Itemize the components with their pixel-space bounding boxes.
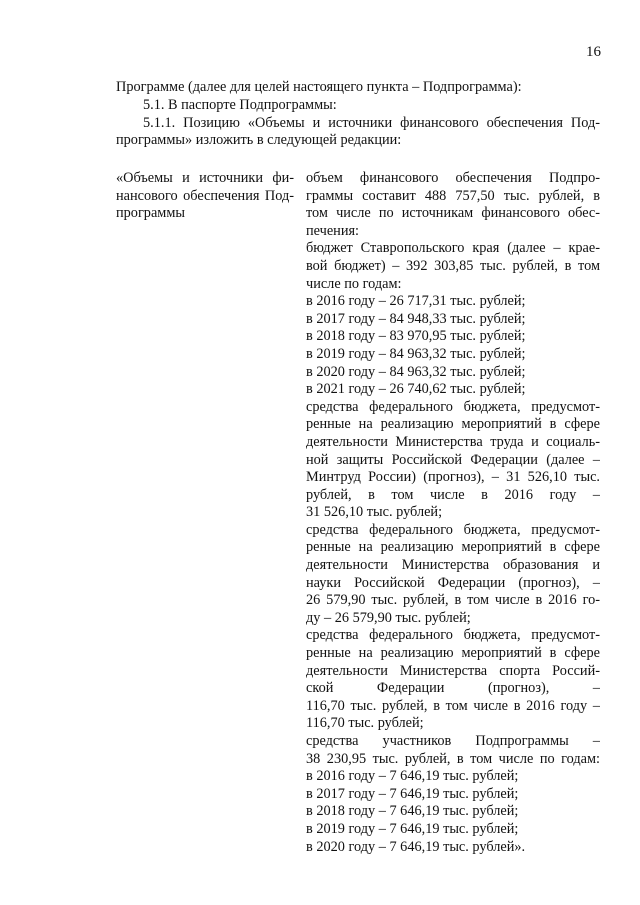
right-cell-line: в 2017 году – 84 948,33 тыс. рублей; xyxy=(306,310,526,327)
right-cell-line: средства федерального бюджета, предусмот- xyxy=(306,398,600,415)
right-cell-line: 26 579,90 тыс. рублей, в том числе в 2016 го- xyxy=(306,592,600,609)
table-right-cell xyxy=(306,170,600,856)
right-cell-line: средства участников Подпрограммы – xyxy=(306,733,600,749)
right-cell-line: ренные на реализацию мероприятий в сфере xyxy=(306,539,600,556)
right-cell-line: в 2018 году – 83 970,95 тыс. рублей; xyxy=(306,328,526,345)
left-cell-line: программы xyxy=(116,205,186,222)
right-cell-line: ной защиты Российской Федерации (далее – xyxy=(306,451,600,468)
right-cell-line: в 2019 году – 7 646,19 тыс. рублей; xyxy=(306,820,519,837)
right-cell-line: том числе по источникам финансового обес- xyxy=(306,205,600,222)
right-cell-line: Минтруд России) (прогноз), – 31 526,10 тыс. xyxy=(306,469,600,486)
left-cell-line: «Объемы и источники фи- xyxy=(116,170,294,186)
right-cell-line: в 2016 году – 26 717,31 тыс. рублей; xyxy=(306,293,526,310)
right-cell-line: средства федерального бюджета, предусмот- xyxy=(306,521,600,538)
right-cell-line: ской Федерации (прогноз), – xyxy=(306,680,600,697)
right-cell-line: граммы составит 488 757,50 тыс. рублей, в xyxy=(306,187,600,204)
page-number: 16 xyxy=(586,44,601,60)
right-cell-line: печения: xyxy=(306,222,360,239)
right-cell-line: числе по годам: xyxy=(306,275,402,292)
right-cell-line: 116,70 тыс. рублей, в том числе в 2016 году – xyxy=(306,697,600,714)
table-left-cell xyxy=(116,170,294,223)
intro-line-3: 5.1.1. Позицию «Объемы и источники финансового обеспечения Под- xyxy=(143,115,600,131)
right-cell-line: в 2020 году – 84 963,32 тыс. рублей; xyxy=(306,363,526,380)
right-cell-line: в 2020 году – 7 646,19 тыс. рублей». xyxy=(306,838,526,855)
right-cell-line: 31 526,10 тыс. рублей; xyxy=(306,504,443,521)
right-cell-line: ду – 26 579,90 тыс. рублей; xyxy=(306,609,471,626)
right-cell-line: 116,70 тыс. рублей; xyxy=(306,715,424,732)
right-cell-line: вой бюджет) – 392 303,85 тыс. рублей, в том xyxy=(306,257,600,274)
right-cell-line: объем финансового обеспечения Подпро- xyxy=(306,170,600,186)
right-cell-line: бюджет Ставропольского края (далее – крае- xyxy=(306,240,600,257)
right-cell-line: науки Российской Федерации (прогноз), – xyxy=(306,574,600,591)
right-cell-line: ренные на реализацию мероприятий в сфере xyxy=(306,416,600,433)
right-cell-line: в 2018 году – 7 646,19 тыс. рублей; xyxy=(306,803,519,820)
right-cell-line: в 2017 году – 7 646,19 тыс. рублей; xyxy=(306,785,519,802)
right-cell-line: средства федерального бюджета, предусмот- xyxy=(306,627,600,644)
intro-line-2: 5.1. В паспорте Подпрограммы: xyxy=(143,97,337,113)
right-cell-line: 38 230,95 тыс. рублей, в том числе по годам: xyxy=(306,750,600,767)
right-cell-line: деятельности Министерства труда и социаль- xyxy=(306,433,600,450)
right-cell-line: в 2021 году – 26 740,62 тыс. рублей; xyxy=(306,381,526,398)
intro-line-1: Программе (далее для целей настоящего пункта – Подпрограмма): xyxy=(116,79,522,95)
right-cell-line: ренные на реализацию мероприятий в сфере xyxy=(306,645,600,662)
right-cell-line: в 2019 году – 84 963,32 тыс. рублей; xyxy=(306,345,526,362)
right-cell-line: деятельности Министерства образования и xyxy=(306,557,600,574)
left-cell-line: нансового обеспечения Под- xyxy=(116,187,294,204)
right-cell-line: в 2016 году – 7 646,19 тыс. рублей; xyxy=(306,768,519,785)
intro-line-4: программы» изложить в следующей редакции: xyxy=(116,132,402,148)
right-cell-line: деятельности Министерства спорта Россий- xyxy=(306,662,600,679)
right-cell-line: рублей, в том числе в 2016 году – xyxy=(306,486,600,503)
